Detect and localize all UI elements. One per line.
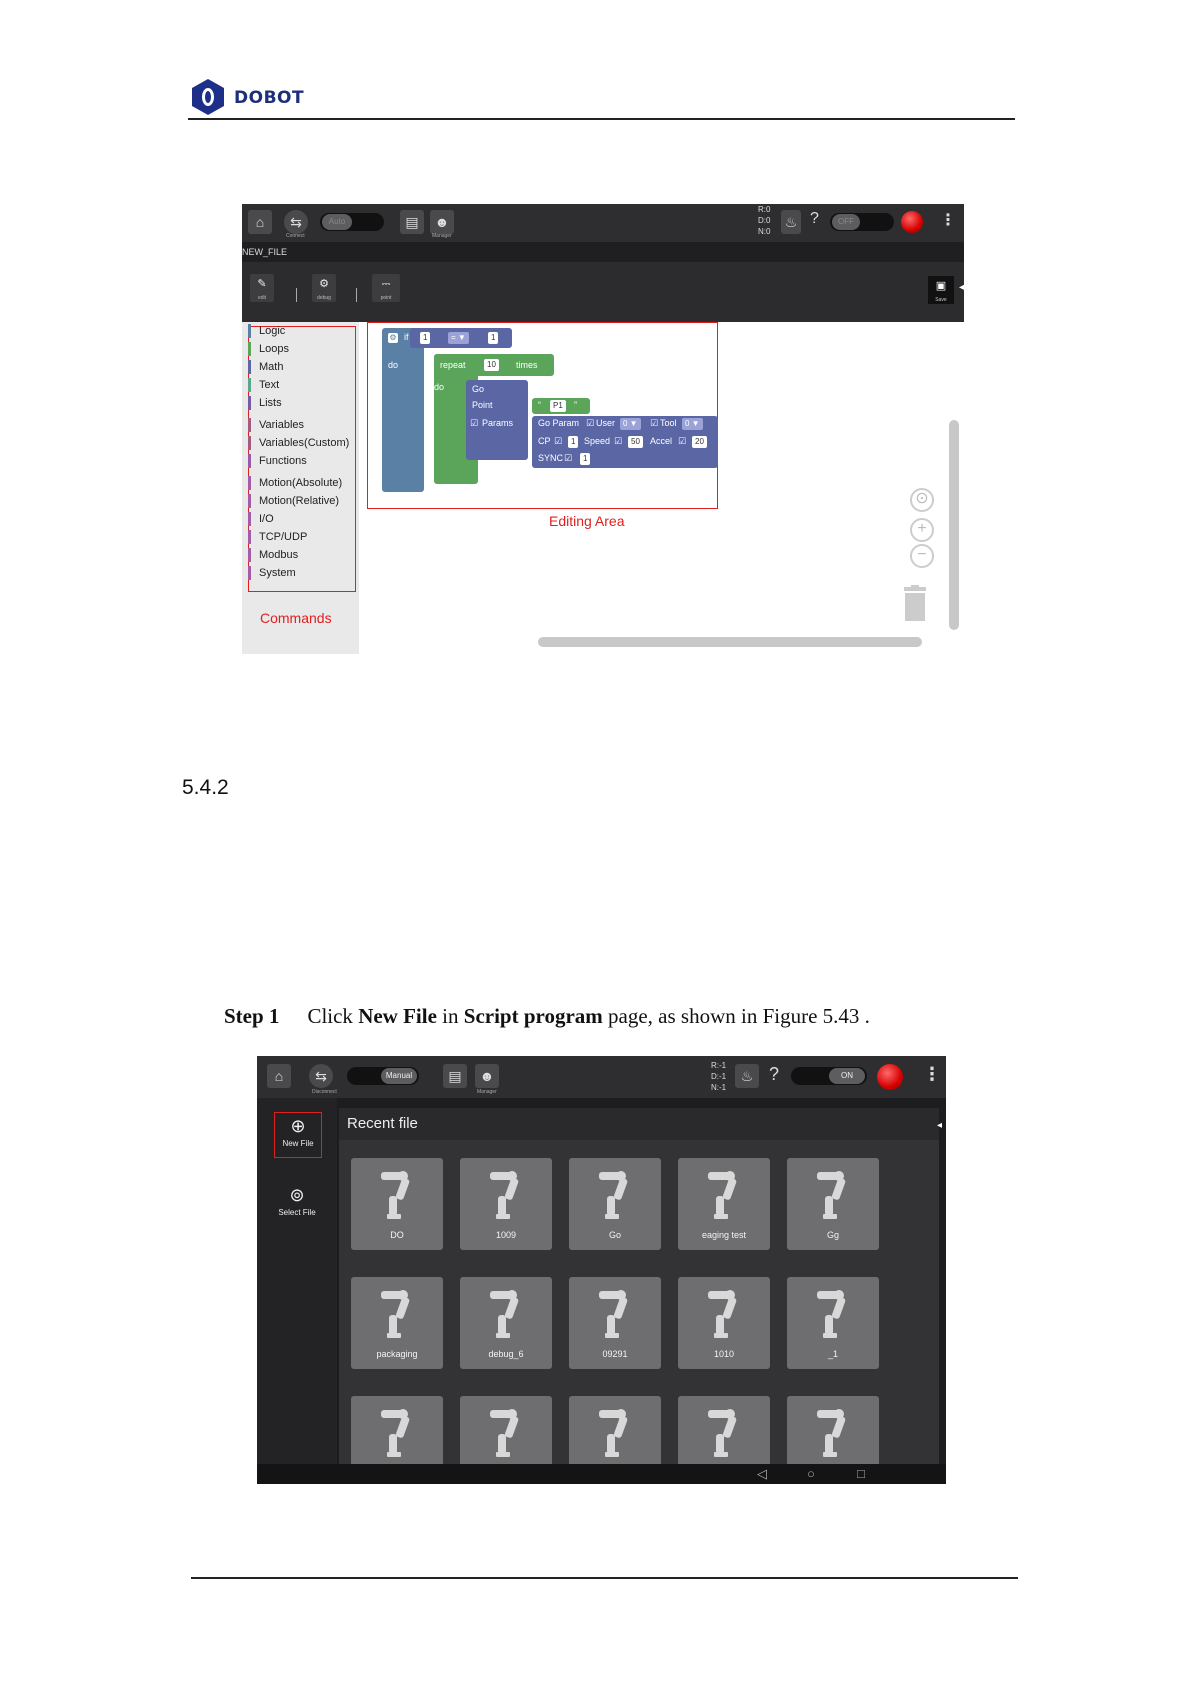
select-file-icon: ⊚ (289, 1185, 305, 1205)
collapse-arrow-icon[interactable]: ◂ (937, 1120, 943, 1131)
mode-toggle[interactable] (320, 213, 384, 231)
counter-n: N:-1 (711, 1083, 727, 1092)
file-tile[interactable] (678, 1277, 770, 1369)
command-item[interactable]: Motion(Relative) (248, 494, 339, 508)
repeat-count[interactable]: 10 (484, 359, 499, 371)
file-name: Go (608, 1230, 621, 1240)
connect-label: Connect (286, 233, 305, 239)
file-name: packaging (376, 1349, 418, 1359)
file-tile[interactable] (569, 1158, 661, 1250)
file-tile[interactable] (460, 1277, 552, 1369)
recenter-icon[interactable]: ⊙ (910, 488, 934, 512)
gear-icon[interactable]: ⚙ (389, 333, 397, 342)
command-item[interactable]: TCP/UDP (248, 530, 307, 544)
command-item[interactable]: System (248, 566, 296, 580)
command-item[interactable]: Loops (248, 342, 289, 356)
file-name: Gg (826, 1230, 839, 1240)
horizontal-scrollbar[interactable] (538, 637, 922, 647)
command-item[interactable]: Text (248, 378, 279, 392)
compare-left-value[interactable]: 1 (420, 332, 430, 344)
command-item[interactable]: I/O (248, 512, 274, 526)
mode-toggle[interactable] (347, 1067, 419, 1085)
counters (758, 204, 770, 237)
commands-caption: Commands (260, 610, 332, 626)
file-name: _1 (827, 1349, 838, 1359)
compare-block[interactable] (410, 328, 512, 348)
command-item[interactable]: Lists (248, 396, 282, 410)
file-tile[interactable] (678, 1158, 770, 1250)
manager-icon[interactable]: ☻ (430, 210, 454, 234)
command-item[interactable]: Math (248, 360, 283, 374)
save-button[interactable]: ▣ Save (928, 276, 954, 304)
command-item[interactable]: Functions (248, 454, 307, 468)
trash-icon[interactable] (902, 585, 928, 621)
command-item[interactable]: Logic (248, 324, 285, 338)
tool-row (242, 262, 964, 322)
header-rule (188, 118, 1015, 120)
divider (356, 288, 357, 302)
file-name: DO (390, 1230, 404, 1240)
file-name: eaging test (701, 1230, 747, 1240)
program-icon[interactable]: ▤ (443, 1064, 467, 1088)
command-item[interactable]: Variables(Custom) (248, 436, 349, 450)
file-name: 1010 (713, 1349, 735, 1359)
commands-panel (242, 322, 359, 654)
new-file-button[interactable]: ⊕ New File (274, 1112, 322, 1158)
home-icon[interactable]: ⌂ (248, 210, 272, 234)
edit-tool-button[interactable]: ✎ edit (250, 274, 274, 302)
file-tile[interactable] (787, 1158, 879, 1250)
alarm-icon[interactable]: ♨ (735, 1064, 759, 1088)
compare-operator[interactable]: = ▼ (448, 332, 469, 344)
counter-r: R:-1 (711, 1061, 727, 1070)
command-item[interactable]: Motion(Absolute) (248, 476, 342, 490)
home-nav-icon[interactable]: ○ (807, 1466, 815, 1481)
step-1-instruction: Step 1 Click New File in Script program page, as shown in Figure 5.43 . (224, 1004, 870, 1028)
counter-d: D:0 (758, 216, 771, 225)
file-name: 09291 (602, 1349, 628, 1359)
file-tile[interactable] (351, 1158, 443, 1250)
repeat-header[interactable]: repeat 10 times (434, 354, 554, 376)
manager-label: Manager (432, 233, 452, 239)
alarm-icon[interactable]: ♨ (781, 210, 801, 234)
disconnect-label: Disconnect (312, 1089, 337, 1095)
footer-rule (191, 1577, 1018, 1579)
counter-n: N:0 (758, 227, 771, 236)
select-file-button[interactable]: ⊚ Select File (274, 1182, 320, 1226)
cp-value[interactable]: 1 (568, 436, 578, 448)
help-icon[interactable]: ? (769, 1064, 780, 1084)
power-toggle[interactable] (791, 1067, 867, 1085)
zoom-out-icon[interactable]: − (910, 544, 934, 568)
go-block[interactable]: Go Point ☑ Params (466, 380, 528, 460)
zoom-in-icon[interactable]: + (910, 518, 934, 542)
more-menu-icon[interactable]: ⋮ (940, 212, 956, 229)
power-label: ON (829, 1068, 865, 1084)
editing-area-caption: Editing Area (549, 513, 625, 529)
file-name-bar: NEW_FILE (242, 242, 964, 262)
help-icon[interactable]: ? (810, 210, 819, 227)
manager-icon[interactable]: ☻ (475, 1064, 499, 1088)
brand-name: DOBOT (234, 88, 305, 108)
command-item[interactable]: Modbus (248, 548, 298, 562)
home-icon[interactable]: ⌂ (267, 1064, 291, 1088)
recent-files-panel (339, 1108, 939, 1484)
section-number: 5.4.2 (182, 776, 229, 799)
emergency-stop-button[interactable] (901, 211, 923, 233)
divider (296, 288, 297, 302)
more-menu-icon[interactable]: ⋮ (923, 1064, 941, 1084)
program-icon[interactable]: ▤ (400, 210, 424, 234)
file-name: debug_6 (488, 1349, 524, 1359)
new-file-icon: ⊕ (290, 1116, 306, 1136)
command-item[interactable]: Variables (248, 418, 304, 432)
step-label: Step 1 (224, 1004, 280, 1028)
user-select[interactable]: 0 ▼ (620, 418, 641, 430)
file-name: 1009 (495, 1230, 517, 1240)
script-program-screenshot (257, 1056, 946, 1484)
counter-r: R:0 (758, 205, 771, 214)
accel-value[interactable]: 20 (692, 436, 707, 448)
recent-file-title: Recent file (339, 1108, 939, 1140)
connect-icon[interactable]: ⇆ (309, 1064, 333, 1088)
go-param-block[interactable]: Go Param ☑ User 0 ▼ ☑ Tool 0 ▼ CP ☑ 1 Speed ☑ 50 Accel ☑ 20 SYNC ☑ 1 (532, 416, 718, 468)
if-block[interactable]: ⚙ if do (382, 328, 424, 492)
point-tool-button[interactable]: ⎓ point (372, 274, 400, 302)
dobot-logo-icon (190, 78, 226, 116)
power-label: OFF (832, 214, 860, 230)
file-tile[interactable] (787, 1277, 879, 1369)
top-bar (242, 204, 964, 242)
manager-label: Manager (477, 1089, 497, 1095)
collapse-arrow-icon[interactable]: ◂ (958, 282, 964, 293)
back-icon[interactable]: ◁ (757, 1466, 767, 1481)
point-value-block[interactable]: “ P1 ” (532, 398, 590, 414)
repeat-block[interactable]: do (434, 354, 478, 484)
mode-label: Manual (381, 1068, 417, 1084)
connect-icon[interactable]: ⇆ (284, 210, 308, 234)
speed-value[interactable]: 50 (628, 436, 643, 448)
android-nav-bar (257, 1464, 946, 1484)
point-value[interactable]: P1 (550, 400, 566, 412)
counters (711, 1060, 726, 1093)
sync-value[interactable]: 1 (580, 453, 590, 465)
file-tile[interactable] (351, 1277, 443, 1369)
counter-d: D:-1 (711, 1072, 727, 1081)
file-tile[interactable] (569, 1277, 661, 1369)
left-sidebar (257, 1098, 337, 1484)
vertical-scrollbar[interactable] (949, 420, 959, 630)
script-editor-screenshot (242, 204, 964, 654)
emergency-stop-button[interactable] (877, 1064, 903, 1090)
debug-tool-button[interactable]: ⚙ debug (312, 274, 336, 302)
compare-right-value[interactable]: 1 (488, 332, 498, 344)
recents-icon[interactable]: □ (857, 1466, 865, 1481)
tool-select[interactable]: 0 ▼ (682, 418, 703, 430)
mode-label: Auto (322, 214, 352, 230)
power-toggle[interactable] (830, 213, 894, 231)
file-tile[interactable] (460, 1158, 552, 1250)
top-bar (257, 1056, 946, 1098)
